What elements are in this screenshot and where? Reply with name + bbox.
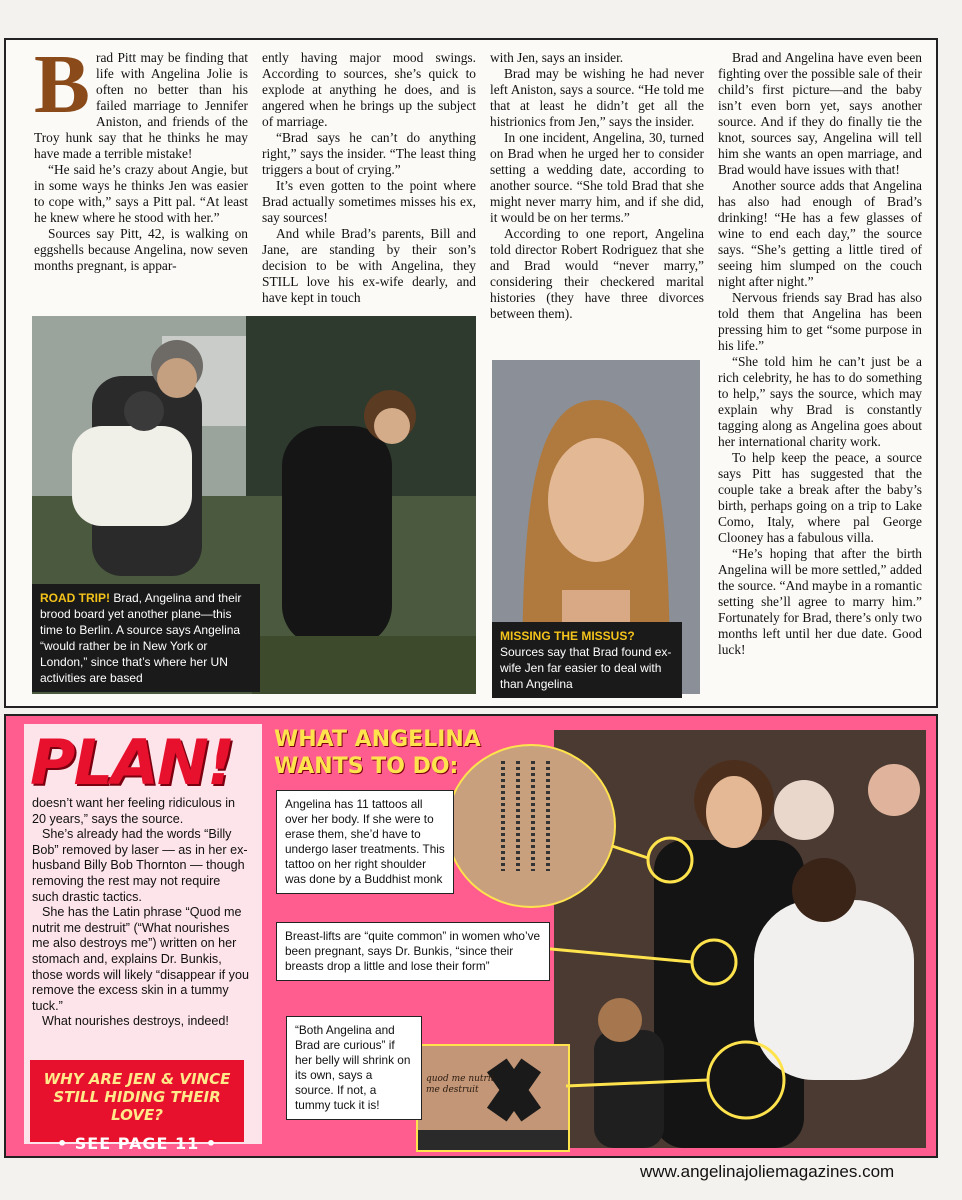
paragraph: rad Pitt may be finding that life with Angelina Jolie is often no better than his failed marriage to Jennifer Aniston, and friends of the Troy hunk say that he thinks he may have made a terrible mistake! <box>34 50 248 161</box>
paragraph: Brad may be wishing he had never left Aniston, says a source. “He told me that at least he didn’t get all the histrionics from Jen,” says the insider. <box>490 66 704 129</box>
caption-heading: ROAD TRIP! <box>40 591 110 605</box>
paragraph: To help keep the peace, a source says Pitt has suggested that the couple take a break after the baby’s birth, perhaps going on a trip to Lake Como, Italy, where pal George Clooney has a fabulous villa. <box>718 450 922 545</box>
paragraph: “Brad says he can’t do anything right,” says the insider. “The least thing triggers a bout of crying.” <box>262 130 476 177</box>
paragraph: Nervous friends say Brad has also told them that Angelina has been pressing him to get “some purpose in his life.” <box>718 290 922 353</box>
belly-note: “Both Angelina and Brad are curious” if her belly will shrink on its own, says a source. If not, a tummy tuck it is! <box>286 1016 422 1120</box>
paragraph: with Jen, says an insider. <box>490 50 624 65</box>
paragraph: ently having major mood swings. According to sources, she’s quick to explode at anything he does, and is angered when he brings up the subject of marriage. <box>262 50 476 129</box>
tattoo-latin-text: quod me nutrit me destruit <box>426 1074 495 1095</box>
paragraph: She’s already had the words “Billy Bob” removed by laser — as in her ex-husband Billy Bob Thornton — though removing the rest may not require such drastic tactics. <box>32 827 248 904</box>
paragraph: And while Brad’s parents, Bill and Jane, are standing by their son’s decision to be with Angelina, they STILL love his ex-wife dearly, and have kept in touch <box>262 226 476 305</box>
paragraph: “He said he’s crazy about Angie, but in some ways he thinks Jen was easier to cope with,” says a Pitt pal. “At least he knew where he stood with her.” <box>34 162 248 225</box>
paragraph: What nourishes destroys, indeed! <box>42 1014 229 1029</box>
paragraph: Sources say Pitt, 42, is walking on eggshells because Angelina, now seven months pregnant, is appar- <box>34 226 248 273</box>
wants-title-line-1: WHAT ANGELINA <box>274 727 481 752</box>
tattoo-note: Angelina has 11 tattoos all over her body. If she were to erase them, she’d have to undergo laser treatments. This tattoo on her right shoulder was done by a Buddhist monk <box>276 790 454 894</box>
caption-body: Sources say that Brad found ex-wife Jen far easier to deal with than Angelina <box>500 645 672 691</box>
breast-note: Breast-lifts are “quite common” in women who’ve been pregnant, says Dr. Bunkis, “since their breasts drop a little and lose their form” <box>276 922 550 981</box>
caption-body: Brad, Angelina and their brood board yet another plane—this time to Berlin. A source says Angelina “would rather be in New York or London,” since that’s where her UN activities are based <box>40 591 242 685</box>
footer-url[interactable]: www.angelinajoliemagazines.com <box>640 1162 895 1181</box>
paragraph: “She told him he can’t just be a rich celebrity, he has to do something to help,” says the source, which may explain why Brad is constantly tagging along as Angelina goes about her international charity work. <box>718 354 922 449</box>
paragraph: doesn’t want her feeling ridiculous in 20 years,” says the source. <box>32 796 236 826</box>
paragraph: She has the Latin phrase “Quod me nutrit me destruit” (“What nourishes me also destroys me”) written on her stomach and, explains Dr. Bunkis, those words will likely “disappear if you remove the excess skin in a tummy tuck.” <box>32 905 249 1013</box>
dropcap: B <box>34 38 91 131</box>
paragraph: Another source adds that Angelina has also had enough of Brad’s drinking! “He has a few glasses of wine to end each day,” the source says. “She’s getting a little tired of seeing him slumped on the couch night after night.” <box>718 178 922 289</box>
paragraph: Brad and Angelina have even been fighting over the possible sale of their child’s first picture—and the baby isn’t even born yet, says another source. And if they do finally tie the knot, sources say, Angelina will tell him she wants an open marriage, and Brad would have issues with that! <box>718 50 922 177</box>
paragraph: According to one report, Angelina told director Robert Rodriguez that she and Brad would “never marry,” considering their checkered marital histories (they have three divorces between them). <box>490 226 704 321</box>
paragraph: In one incident, Angelina, 30, turned on Brad when he urged her to consider setting a wedding date, according to another source. “She told Brad that she might never marry him, and if she did, it would be on her terms.” <box>490 130 704 225</box>
paragraph: It’s even gotten to the point where Brad actually sometimes misses his ex, say sources! <box>262 178 476 225</box>
caption-heading: MISSING THE MISSUS? <box>500 629 635 643</box>
wants-title-line-2: WANTS TO DO: <box>274 754 459 779</box>
paragraph: “He’s hoping that after the birth Angelina will be more settled,” added the source. “And maybe in a romantic setting she’ll agree to marry him.” Fortunately for Brad, there’s only two months left until her due date. Good luck! <box>718 546 922 657</box>
promo-see-page[interactable]: • SEE PAGE 11 • <box>56 1134 218 1153</box>
promo-question: WHY ARE JEN & VINCE STILL HIDING THEIR LOVE? <box>43 1070 231 1124</box>
plan-headline: PLAN! <box>30 726 234 799</box>
